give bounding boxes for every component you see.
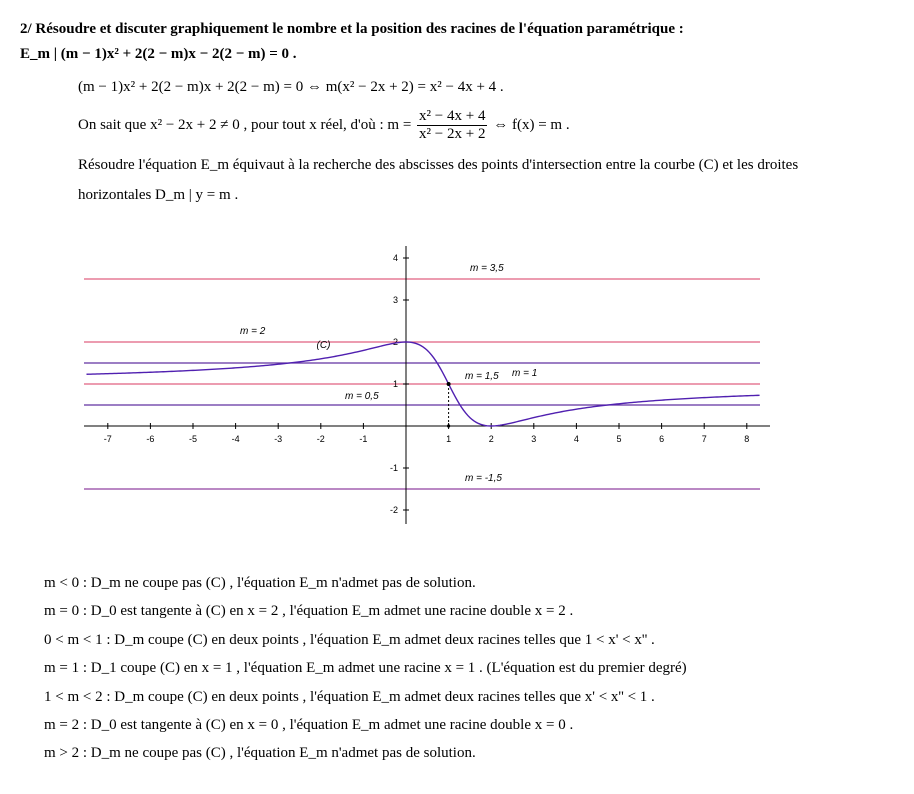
horizontal-lines-group <box>84 279 760 489</box>
conclusion-line: 0 < m < 1 : D_m coupe (C) en deux points , l'équation E_m admet deux racines telles que 1 < x' < x'' . <box>44 632 655 648</box>
x-tick-label: 2 <box>488 434 494 444</box>
x-tick-label: -1 <box>359 434 368 444</box>
x-tick-label: -3 <box>274 434 283 444</box>
dm-line-label: m = 1 <box>512 368 538 379</box>
fraction-numerator: x² − 4x + 4 <box>419 108 486 124</box>
x-tick-label: 5 <box>616 434 622 444</box>
resoudre-line-2: horizontales D_m | y = m . <box>78 187 239 203</box>
section-title: 2/ Résoudre et discuter graphiquement le nombre et la position des racines de l'équation paramétrique : <box>20 21 684 37</box>
dm-line-label: m = 2 <box>240 326 266 337</box>
equivalence-line: (m − 1)x² + 2(2 − m)x + 2(2 − m) = 0 ⇔ m(x² − 2x + 2) = x² − 4x + 4 . <box>78 79 504 95</box>
on-sait-suffix: ⇔ f(x) = m . <box>493 116 570 133</box>
conclusion-line: 1 < m < 2 : D_m coupe (C) en deux points , l'équation E_m admet deux racines telles que x' < x'' < 1 . <box>44 689 655 705</box>
conclusion-line: m = 2 : D_0 est tangente à (C) en x = 0 , l'équation E_m admet une racine double x = 0 . <box>44 717 574 733</box>
dm-line-label: m = 3,5 <box>470 263 504 274</box>
curve-label: (C) <box>316 340 331 351</box>
intersection-foot <box>447 424 450 427</box>
x-tick-label: 7 <box>701 434 707 444</box>
y-tick-label: -1 <box>389 463 398 473</box>
fraction-denominator: x² − 2x + 2 <box>419 126 486 142</box>
conclusion-line: m = 0 : D_0 est tangente à (C) en x = 2 , l'équation E_m admet une racine double x = 2 . <box>44 603 574 619</box>
x-tick-label: -2 <box>316 434 325 444</box>
conclusion-line: m > 2 : D_m ne coupe pas (C) , l'équation E_m n'admet pas de solution. <box>44 745 476 761</box>
labels-group <box>240 263 537 484</box>
on-sait-prefix: On sait que x² − 2x + 2 ≠ 0 , pour tout x réel, d'où : m = <box>78 116 412 133</box>
x-tick-label: 6 <box>659 434 665 444</box>
dm-line-label: m = 0,5 <box>345 391 379 402</box>
x-tick-label: -4 <box>231 434 240 444</box>
conclusion-line: m = 1 : D_1 coupe (C) en x = 1 , l'équation E_m admet une racine x = 1 . (L'équation est du premier degré) <box>44 660 687 676</box>
function-graph <box>80 240 780 530</box>
fraction <box>417 108 487 143</box>
x-tick-label: -6 <box>146 434 155 444</box>
x-tick-label: -7 <box>103 434 112 444</box>
y-tick-label: 4 <box>392 253 398 263</box>
on-sait-line <box>78 108 570 143</box>
y-tick-label: 3 <box>392 295 398 305</box>
x-tick-label: 4 <box>573 434 579 444</box>
dm-line-label: m = 1,5 <box>465 371 499 382</box>
y-tick-label: 1 <box>392 379 398 389</box>
resoudre-line-1: Résoudre l'équation E_m équivaut à la recherche des abscisses des points d'intersection entre la courbe (C) et les droites <box>78 157 799 173</box>
intersection-point <box>447 382 451 386</box>
x-tick-label: -5 <box>188 434 198 444</box>
dm-line-label: m = -1,5 <box>465 473 502 484</box>
conclusion-line: m < 0 : D_m ne coupe pas (C) , l'équation E_m n'admet pas de solution. <box>44 575 476 591</box>
equation-statement: E_m | (m − 1)x² + 2(2 − m)x − 2(2 − m) = 0 . <box>20 46 297 62</box>
x-tick-label: 3 <box>531 434 537 444</box>
curve-group <box>87 342 760 428</box>
axes-group <box>84 246 770 524</box>
x-tick-label: 8 <box>744 434 750 444</box>
x-tick-label: 1 <box>446 434 452 444</box>
y-tick-label: 2 <box>392 337 398 347</box>
y-tick-label: -2 <box>389 505 398 515</box>
